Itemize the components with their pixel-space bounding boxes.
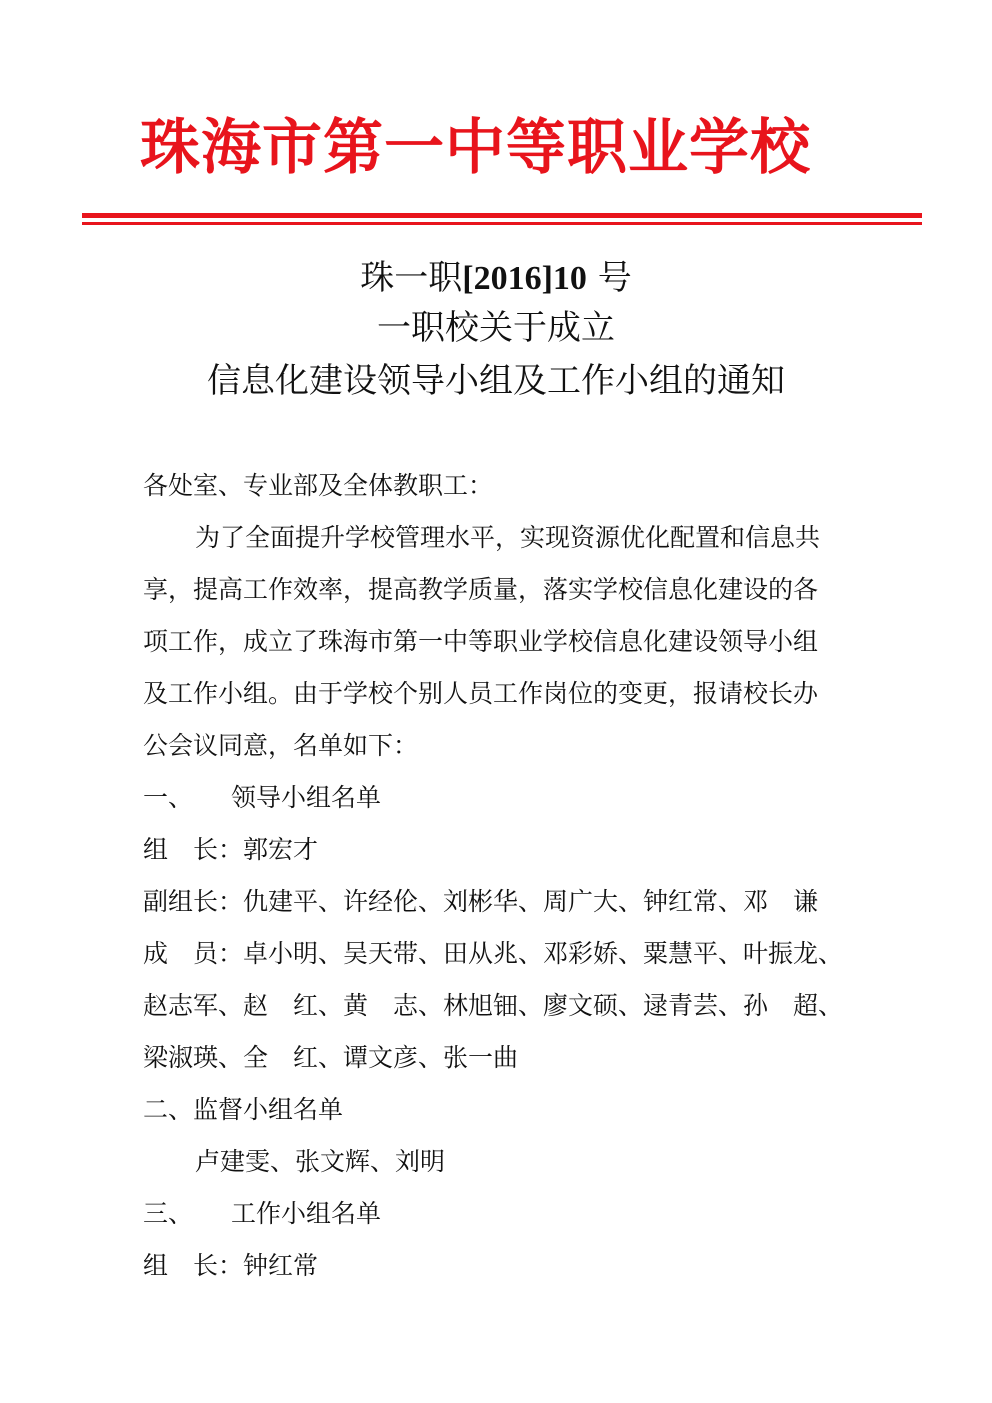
section1-number: 一、: [143, 783, 194, 812]
section1-deputy: 副组长：仇建平、许经伦、刘彬华、周广大、钟红常、邓 谦: [143, 887, 819, 916]
school-name-header: 珠海市第一中等职业学校: [140, 113, 811, 183]
section1-members-line-2: 赵志军、赵 红、黄 志、林旭钿、廖文硕、逯青芸、孙 超、: [143, 991, 844, 1020]
section1-members-line-3: 梁淑瑛、全 红、谭文彦、张一曲: [143, 1043, 519, 1072]
doc-number-suffix: 号: [597, 258, 632, 298]
section1-members-line-1: 成 员：卓小明、吴天带、田从兆、邓彩娇、粟慧平、叶振龙、: [143, 939, 844, 968]
title-line-2: 信息化建设领导小组及工作小组的通知: [207, 361, 785, 401]
body-line-4: 及工作小组。由于学校个别人员工作岗位的变更，报请校长办: [143, 679, 819, 708]
body-line-2: 享，提高工作效率，提高教学质量，落实学校信息化建设的各: [143, 575, 819, 604]
doc-number-prefix: 珠一职: [360, 258, 463, 298]
section3-title: 工作小组名单: [231, 1199, 382, 1228]
section2-heading: 二、监督小组名单: [143, 1095, 344, 1124]
section3-leader: 组 长：钟红常: [143, 1251, 319, 1280]
section3-heading: [143, 1197, 381, 1231]
section1-title: 领导小组名单: [231, 783, 382, 812]
section1-heading: [143, 781, 381, 815]
document-number: [0, 257, 992, 300]
section2-members: 卢建雯、张文辉、刘明: [195, 1147, 446, 1176]
salutation: 各处室、专业部及全体教职工：: [143, 471, 494, 500]
doc-number-year-seq: [2016]10: [462, 260, 587, 297]
section3-number: 三、: [143, 1199, 194, 1228]
red-rule-thin: [82, 222, 922, 225]
title-line-1: 一职校关于成立: [377, 308, 615, 348]
body-line-5: 公会议同意，名单如下：: [143, 731, 419, 760]
body-line-1: 为了全面提升学校管理水平，实现资源优化配置和信息共: [195, 523, 821, 552]
section1-leader: 组 长：郭宏才: [143, 835, 319, 864]
body-line-3: 项工作，成立了珠海市第一中等职业学校信息化建设领导小组: [143, 627, 819, 656]
red-rule-thick: [82, 213, 922, 218]
